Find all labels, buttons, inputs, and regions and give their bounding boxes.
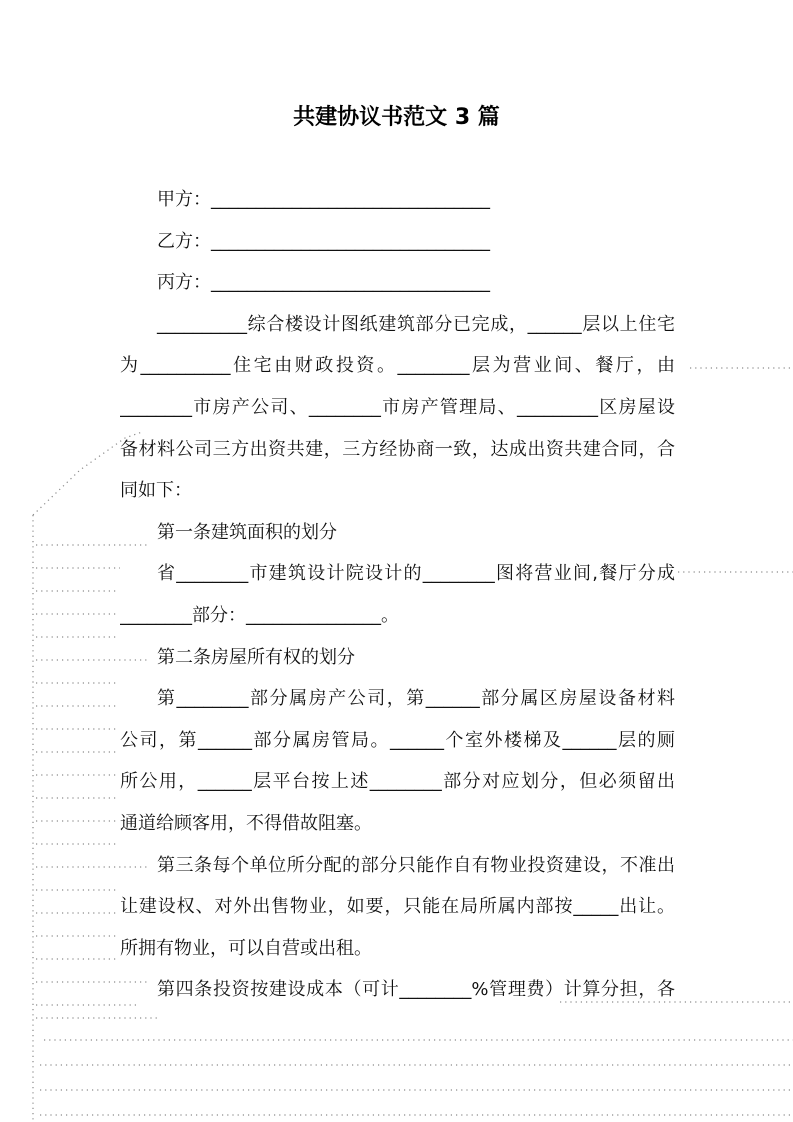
party-line-b xyxy=(120,221,675,263)
text-line: 同如下： xyxy=(120,480,192,502)
text-line: 公司，第______部分属房管局。______个室外楼梯及______层的厕 xyxy=(120,729,675,751)
party-line-a xyxy=(120,179,675,221)
text-line: ________部分：_______________。 xyxy=(120,604,399,626)
article-heading: 第一条建筑面积的划分 xyxy=(157,521,337,543)
document-body xyxy=(120,179,675,1011)
text-line: 第________部分属房产公司，第______部分属区房屋设备材料 xyxy=(157,688,675,710)
text-line: 省________市建筑设计院设计的________图将营业间,餐厅分成 xyxy=(157,563,675,585)
party-line-c xyxy=(120,262,675,304)
text-line: 为__________住宅由财政投资。________层为营业间、餐厅，由 xyxy=(120,355,675,377)
party-blank: _______________________________ xyxy=(211,189,490,210)
text-line: 所公用，______层平台按上述________部分对应划分，但必须留出 xyxy=(120,771,675,793)
party-label: 甲方： xyxy=(157,189,211,210)
page-title: 共建协议书范文 3 篇 xyxy=(293,105,500,130)
article-heading: 第二条房屋所有权的划分 xyxy=(157,646,355,668)
party-blank: _______________________________ xyxy=(211,272,490,294)
text-line: __________综合楼设计图纸建筑部分已完成，______层以上住宅 xyxy=(157,313,675,335)
party-label: 乙方： xyxy=(157,230,211,252)
text-line: 通道给顾客用，不得借故阻塞。 xyxy=(120,812,372,834)
text-line: ________市房产公司、________市房产管理局、_________区房屋设 xyxy=(120,396,675,418)
party-label: 丙方： xyxy=(157,272,211,294)
text-line: 第三条每个单位所分配的部分只能作自有物业投资建设，不准出 xyxy=(157,854,675,876)
text-line: 让建设权、对外出售物业，如要，只能在局所属内部按_____出让。 xyxy=(120,896,675,918)
text-line: 第四条投资按建设成本（可计________%管理费）计算分担，各 xyxy=(157,979,675,1001)
text-line: 备材料公司三方出资共建，三方经协商一致，达成出资共建合同，合 xyxy=(120,438,675,460)
text-line: 所拥有物业，可以自营或出租。 xyxy=(120,937,372,959)
party-blank: _______________________________ xyxy=(211,230,490,252)
